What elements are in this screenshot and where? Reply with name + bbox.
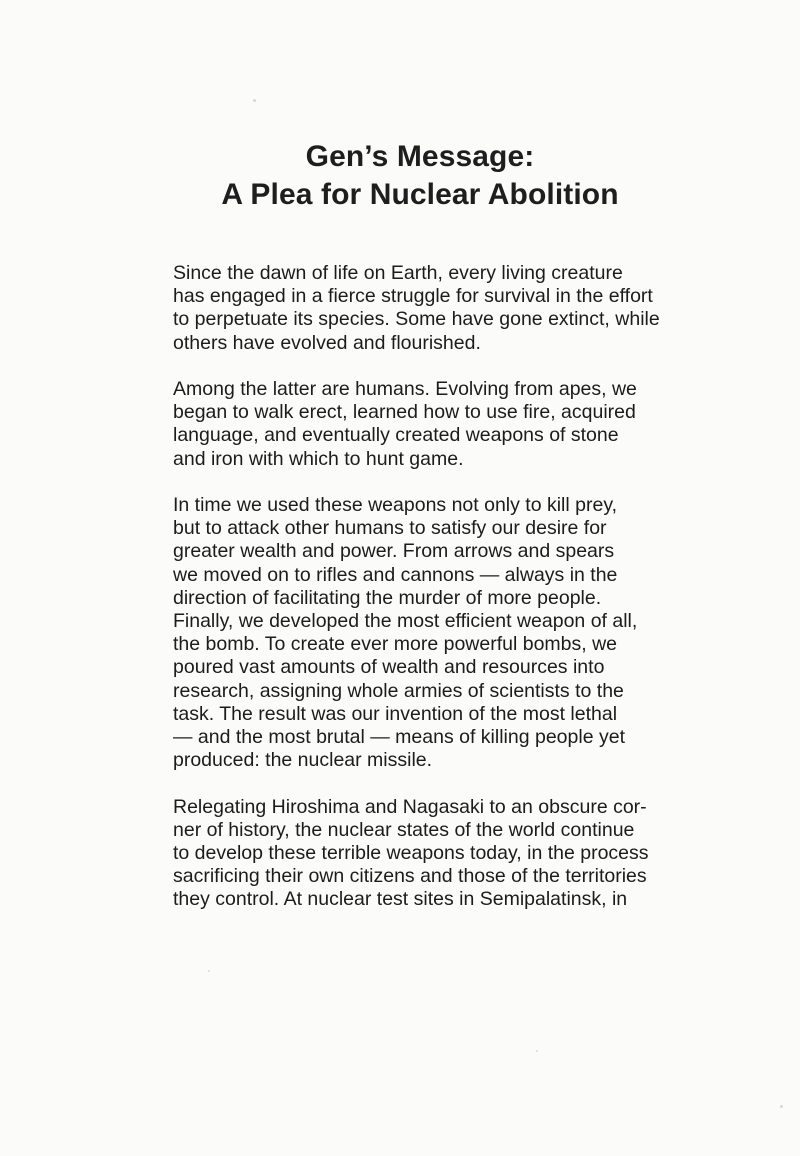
text-line: ner of history, the nuclear states of the world continue	[173, 818, 635, 841]
text-line: and iron with which to hunt game.	[173, 447, 464, 470]
text-line: has engaged in a fierce struggle for survival in the effort	[173, 285, 653, 308]
text-line: Among the latter are humans. Evolving from apes, we	[173, 378, 637, 400]
title-line-1: Gen’s Message:	[305, 140, 535, 173]
scan-speck	[780, 1105, 783, 1108]
text-line: research, assigning whole armies of scientists to the	[173, 679, 624, 702]
text-line: produced: the nuclear missile.	[173, 749, 433, 772]
text-line: began to walk erect, learned how to use fire, acquired	[173, 401, 636, 424]
scan-speck	[536, 1050, 538, 1052]
body-text	[173, 262, 673, 935]
paragraph-3	[173, 494, 673, 772]
scan-speck	[208, 970, 210, 972]
text-line: direction of facilitating the murder of more people.	[173, 586, 602, 609]
text-line: Finally, we developed the most efficient weapon of all,	[173, 610, 638, 633]
text-line: task. The result was our invention of the most lethal	[173, 702, 618, 725]
text-line: others have evolved and flourished.	[173, 331, 481, 354]
text-line: to perpetuate its species. Some have gone extinct, while	[173, 308, 660, 331]
text-line: to develop these terrible weapons today, in the process	[173, 842, 649, 865]
page-title	[0, 138, 800, 214]
text-line: Since the dawn of life on Earth, every living creature	[173, 262, 623, 284]
paragraph-4	[173, 796, 673, 912]
text-line: language, and eventually created weapons of stone	[173, 424, 619, 447]
text-line: but to attack other humans to satisfy our desire for	[173, 517, 607, 540]
text-line: In time we used these weapons not only to kill prey,	[173, 494, 618, 516]
text-line: they control. At nuclear test sites in Semipalatinsk, in	[173, 888, 628, 911]
title-line-2: A Plea for Nuclear Abolition	[221, 178, 619, 211]
paragraph-2	[173, 378, 673, 471]
paragraph-1	[173, 262, 673, 355]
text-line: greater wealth and power. From arrows and spears	[173, 540, 615, 563]
text-line: the bomb. To create ever more powerful bombs, we	[173, 633, 618, 656]
text-line: Relegating Hiroshima and Nagasaki to an obscure cor-	[173, 795, 647, 818]
text-line: we moved on to rifles and cannons — always in the	[173, 563, 618, 586]
text-line: sacrificing their own citizens and those of the territories	[173, 865, 647, 888]
text-line: poured vast amounts of wealth and resources into	[173, 656, 605, 679]
scan-speck	[253, 99, 256, 102]
text-line: — and the most brutal — means of killing people yet	[173, 726, 625, 749]
